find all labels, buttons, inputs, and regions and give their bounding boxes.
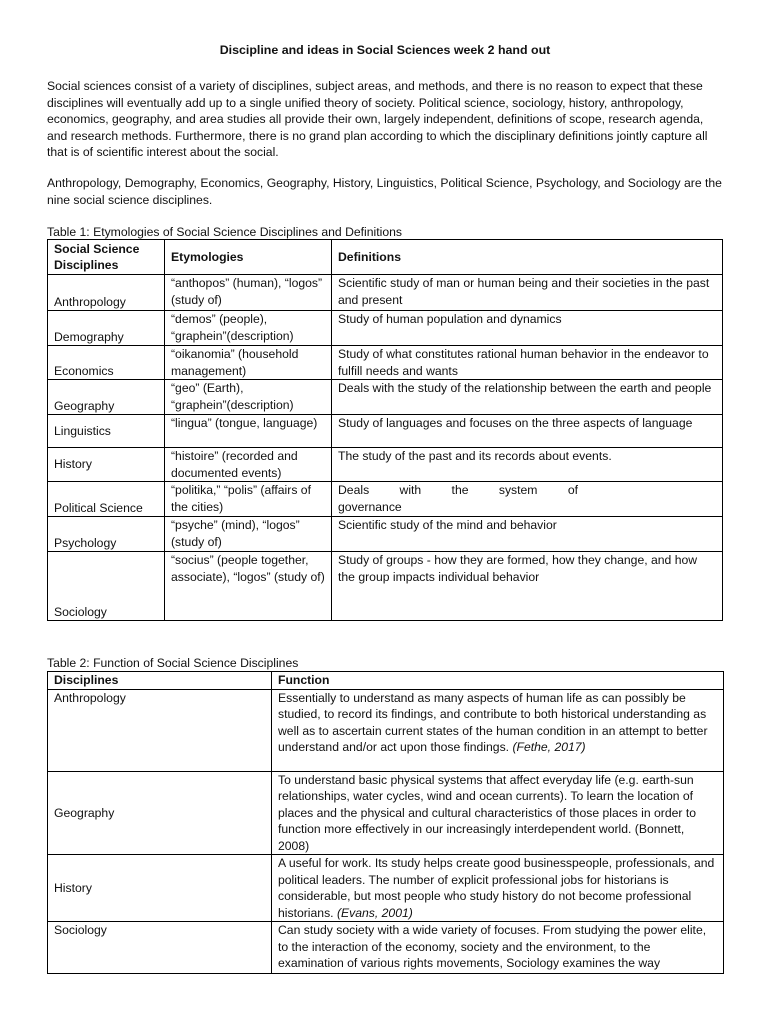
- function-cell: [272, 855, 724, 922]
- definition-cell: Study of languages and focuses on the three aspects of language: [332, 415, 723, 448]
- discipline-cell: Linguistics: [48, 415, 165, 448]
- discipline-cell: Geography: [48, 380, 165, 415]
- etymology-cell: “demos” (people), “graphein”(description): [165, 311, 332, 346]
- discipline-cell: Economics: [48, 346, 165, 380]
- definition-cell: [332, 482, 723, 517]
- function-cell: [272, 771, 724, 855]
- citation: (Fethe, 2017): [512, 740, 586, 754]
- discipline-cell: Anthropology: [48, 689, 272, 771]
- etymology-cell: “histoire” (recorded and documented events): [165, 448, 332, 482]
- table2-caption: Table 2: Function of Social Science Disciplines: [47, 656, 299, 670]
- table-header-row: [48, 672, 724, 690]
- etymology-cell: “psyche” (mind), “logos” (study of): [165, 517, 332, 552]
- etymology-cell: “geo” (Earth), “graphein”(description): [165, 380, 332, 415]
- table-row: [48, 855, 724, 922]
- definition-cell: Study of human population and dynamics: [332, 311, 723, 346]
- function-cell: [272, 689, 724, 771]
- header-discipline: Social Science Disciplines: [48, 240, 165, 275]
- table-row: [48, 689, 724, 771]
- etymology-cell: “anthopos” (human), “logos” (study of): [165, 275, 332, 311]
- document-title: Discipline and ideas in Social Sciences week 2 hand out: [219, 43, 551, 57]
- etymology-table: [47, 239, 723, 621]
- table-row: [48, 922, 724, 974]
- definition-cell: Study of groups - how they are formed, how they change, and how the group impacts individual behavior: [332, 552, 723, 621]
- discipline-cell: Sociology: [48, 922, 272, 974]
- table-row: [48, 275, 723, 311]
- table-row: [48, 448, 723, 482]
- definition-cell: Deals with the study of the relationship between the earth and people: [332, 380, 723, 415]
- function-text: A useful for work. Its study helps create good businesspeople, professionals, and political leaders. The number of explicit professional jobs for historians is considerable, but most people who study history do not become professional historians.: [278, 856, 715, 920]
- function-text: To understand basic physical systems that affect everyday life (e.g. earth-sun relationships, water cycles, wind and ocean currents). To learn the location of places and the physical and cultural characteristics of those places in order to function more effectively in our increasingly interdependent world. (Bonnett, 2008): [278, 772, 696, 853]
- intro-paragraph: Social sciences consist of a variety of disciplines, subject areas, and methods, and there is no reason to expect that these disciplines will eventually add up to a single unified theory of society. Political science, sociology, history, anthropology, economics, geography, and area studies all provide their own, largely independent, definitions of scope, research agenda, and research methods. Furthermore, there is no grand plan according to which the disciplinary definitions jointly capture all that is of scientific interest about the social.: [47, 79, 708, 159]
- etymology-cell: “socius” (people together, associate), “logos” (study of): [165, 552, 332, 621]
- table-row: [48, 415, 723, 448]
- discipline-cell: History: [48, 448, 165, 482]
- table-row: [48, 311, 723, 346]
- discipline-cell: Demography: [48, 311, 165, 346]
- etymology-cell: “politika,” “polis” (affairs of the cities): [165, 482, 332, 517]
- table-row: [48, 517, 723, 552]
- discipline-cell: History: [48, 855, 272, 922]
- table1-caption: Table 1: Etymologies of Social Science Disciplines and Definitions: [47, 225, 402, 239]
- header-definition: Definitions: [332, 240, 723, 275]
- discipline-cell: Psychology: [48, 517, 165, 552]
- table-row: [48, 552, 723, 621]
- header-etymology: Etymologies: [165, 240, 332, 275]
- table-row: [48, 482, 723, 517]
- function-table: [47, 671, 724, 974]
- disciplines-paragraph: Anthropology, Demography, Economics, Geography, History, Linguistics, Political Science, Psychology, and Sociology are the nine social science disciplines.: [47, 176, 722, 207]
- discipline-cell: Sociology: [48, 552, 165, 621]
- etymology-cell: “lingua” (tongue, language): [165, 415, 332, 448]
- definition-line: Deals with the system of: [338, 483, 578, 497]
- discipline-cell: Political Science: [48, 482, 165, 517]
- function-cell: [272, 922, 724, 974]
- discipline-cell: Anthropology: [48, 275, 165, 311]
- etymology-cell: “oikanomia” (household management): [165, 346, 332, 380]
- table-row: [48, 380, 723, 415]
- function-text: Can study society with a wide variety of focuses. From studying the power elite, to the interaction of the economy, society and the environment, to the examination of various rights movements, Sociology examines the way: [278, 923, 707, 970]
- definition-cell: Study of what constitutes rational human behavior in the endeavor to fulfill needs and wants: [332, 346, 723, 380]
- header-discipline: Disciplines: [48, 672, 272, 690]
- table-row: [48, 346, 723, 380]
- definition-cell: Scientific study of man or human being and their societies in the past and present: [332, 275, 723, 311]
- definition-cell: The study of the past and its records about events.: [332, 448, 723, 482]
- function-text: Essentially to understand as many aspects of human life as can possibly be studied, to record its findings, and contribute to both historical understanding as well as to ascertain current states of the human condition in an attempt to better understand and/or act upon those findings.: [278, 690, 708, 754]
- table-header-row: [48, 240, 723, 275]
- definition-cell: Scientific study of the mind and behavior: [332, 517, 723, 552]
- table-row: [48, 771, 724, 855]
- citation: (Evans, 2001): [336, 905, 413, 920]
- header-function: Function: [272, 672, 724, 690]
- discipline-cell: Geography: [48, 771, 272, 855]
- definition-line: governance: [338, 499, 402, 514]
